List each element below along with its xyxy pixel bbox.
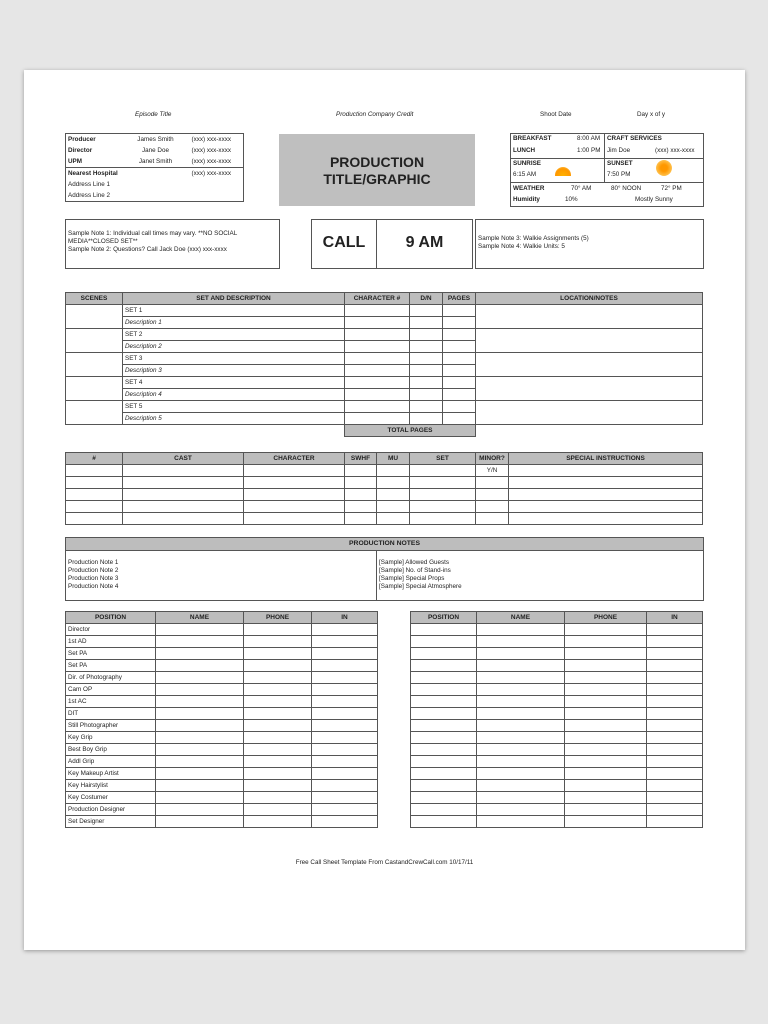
crew-position: DIT [66, 708, 156, 720]
crew-cell [647, 624, 703, 636]
header-phone: PHONE [565, 612, 647, 624]
crew-row [66, 756, 378, 768]
crew-cell [411, 696, 477, 708]
crew-cell [156, 804, 244, 816]
crew-cell [244, 792, 312, 804]
set-name: SET 2 [123, 329, 345, 341]
crew-position: 1st AD [66, 636, 156, 648]
set-description: Description 1 [123, 317, 345, 329]
contact-role: UPM [66, 156, 122, 168]
header-mu: MU [377, 453, 410, 465]
crew-position: Key Grip [66, 732, 156, 744]
sample-note: No. of Stand-ins [405, 567, 451, 574]
call-time: 9 AM [405, 234, 444, 251]
sunrise-label: SUNRISE [513, 160, 541, 167]
crew-cell [477, 636, 565, 648]
crew-row [411, 708, 703, 720]
crew-cell [477, 648, 565, 660]
call-sheet-page [24, 70, 745, 950]
crew-cell [565, 792, 647, 804]
crew-row [411, 792, 703, 804]
title-line-2: TITLE/GRAPHIC [323, 171, 431, 187]
breakfast-time: 8:00 AM [577, 135, 601, 142]
crew-cell [477, 732, 565, 744]
crew-cell [411, 756, 477, 768]
hospital-row [66, 190, 244, 202]
crew-cell [477, 768, 565, 780]
crew-table-right [410, 611, 703, 828]
header-dn: D/N [410, 293, 443, 305]
crew-cell [477, 696, 565, 708]
scene-row [66, 401, 703, 413]
crew-cell [565, 804, 647, 816]
crew-cell [312, 756, 378, 768]
scenes-table [65, 292, 703, 437]
note-line-3: Sample Note 2: Questions? Call Jack Doe (xxx) xxx-xxxx [68, 246, 227, 253]
header-position: POSITION [66, 612, 156, 624]
cast-header-row [66, 453, 703, 465]
header-set: SET [410, 453, 476, 465]
header-in: IN [312, 612, 378, 624]
hospital-row [66, 168, 244, 180]
day-of: Day x of y [637, 111, 665, 118]
contact-phone: (xxx) xxx-xxxx [190, 156, 244, 168]
crew-cell [156, 708, 244, 720]
sample-note: Allowed Guests [405, 559, 450, 566]
crew-cell [312, 708, 378, 720]
crew-cell [244, 756, 312, 768]
crew-cell [156, 756, 244, 768]
note-line-4: Sample Note 3: Walkie Assignments (5) [478, 235, 589, 242]
breakfast-label: BREAKFAST [513, 135, 552, 142]
cast-row [66, 489, 703, 501]
crew-cell [565, 660, 647, 672]
crew-row [411, 624, 703, 636]
crew-row [411, 732, 703, 744]
crew-cell [312, 780, 378, 792]
crew-cell [647, 816, 703, 828]
scene-row [66, 353, 703, 365]
crew-cell [244, 672, 312, 684]
set-name: SET 4 [123, 377, 345, 389]
crew-cell [312, 684, 378, 696]
crew-cell [647, 708, 703, 720]
production-notes-header: PRODUCTION NOTES [66, 538, 703, 551]
crew-cell [312, 744, 378, 756]
crew-cell [312, 696, 378, 708]
crew-cell [244, 684, 312, 696]
hospital-address-1: Address Line 1 [66, 179, 244, 190]
crew-row [411, 816, 703, 828]
crew-cell [312, 768, 378, 780]
crew-cell [156, 624, 244, 636]
crew-cell [477, 816, 565, 828]
sample-prefix: [Sample] [379, 567, 404, 574]
crew-cell [411, 660, 477, 672]
shoot-date: Shoot Date [540, 111, 572, 118]
crew-cell [411, 648, 477, 660]
humidity-value: 10% [565, 196, 578, 203]
crew-cell [156, 792, 244, 804]
production-note: Production Note 3 [68, 575, 119, 582]
crew-cell [647, 720, 703, 732]
weather-label: WEATHER [513, 185, 545, 192]
crew-cell [411, 816, 477, 828]
crew-row [66, 624, 378, 636]
crew-cell [565, 756, 647, 768]
crew-position: 1st AC [66, 696, 156, 708]
crew-cell [244, 636, 312, 648]
crew-cell [411, 636, 477, 648]
contact-row [66, 134, 244, 146]
crew-position: Set PA [66, 660, 156, 672]
production-note: Production Note 1 [68, 559, 119, 566]
crew-row [411, 696, 703, 708]
crew-row [411, 720, 703, 732]
sample-prefix: [Sample] [379, 575, 404, 582]
crew-cell [312, 648, 378, 660]
crew-cell [477, 756, 565, 768]
crew-row [411, 684, 703, 696]
header-name: NAME [477, 612, 565, 624]
crew-cell [156, 780, 244, 792]
crew-cell [565, 708, 647, 720]
crew-cell [647, 744, 703, 756]
crew-cell [565, 624, 647, 636]
crew-cell [647, 792, 703, 804]
cast-table [65, 452, 703, 525]
crew-row [411, 636, 703, 648]
crew-cell [565, 744, 647, 756]
crew-cell [244, 744, 312, 756]
crew-cell [312, 804, 378, 816]
crew-cell [156, 720, 244, 732]
crew-row [411, 756, 703, 768]
contact-name: Jane Doe [142, 147, 169, 154]
crew-cell [411, 732, 477, 744]
crew-cell [156, 768, 244, 780]
crew-cell [156, 648, 244, 660]
sunrise-time: 6:15 AM [513, 171, 537, 178]
crew-cell [477, 672, 565, 684]
crew-cell [565, 816, 647, 828]
crew-cell [156, 696, 244, 708]
crew-cell [565, 648, 647, 660]
sample-prefix: [Sample] [379, 583, 404, 590]
production-title-graphic [279, 134, 475, 206]
crew-cell [565, 780, 647, 792]
crew-cell [312, 732, 378, 744]
crew-position: Still Photographer [66, 720, 156, 732]
crew-cell [647, 732, 703, 744]
header-pages: PAGES [443, 293, 476, 305]
crew-cell [477, 624, 565, 636]
crew-row [411, 804, 703, 816]
crew-cell [244, 780, 312, 792]
crew-position: Director [66, 624, 156, 636]
crew-row [66, 744, 378, 756]
note-line-1: Sample Note 1: Individual call times may vary. **NO SOCIAL [68, 230, 238, 237]
crew-position: Key Hairstylist [66, 780, 156, 792]
crew-cell [411, 792, 477, 804]
lunch-time: 1:00 PM [577, 147, 601, 154]
crew-cell [477, 780, 565, 792]
crew-cell [411, 708, 477, 720]
set-description: Description 5 [123, 413, 345, 425]
crew-cell [411, 744, 477, 756]
crew-cell [244, 732, 312, 744]
crew-row [411, 660, 703, 672]
crew-row [66, 648, 378, 660]
crew-row [66, 696, 378, 708]
sunset-icon [656, 160, 672, 176]
crew-cell [312, 720, 378, 732]
crew-cell [411, 624, 477, 636]
crew-header-row [66, 612, 378, 624]
hospital-phone: (xxx) xxx-xxxx [190, 168, 244, 180]
crew-row [66, 684, 378, 696]
weather-am: 70° AM [571, 185, 592, 192]
crew-cell [156, 732, 244, 744]
crew-position: Dir. of Photography [66, 672, 156, 684]
header-name: NAME [156, 612, 244, 624]
crew-cell [411, 780, 477, 792]
crew-row [66, 816, 378, 828]
crew-cell [244, 708, 312, 720]
crew-cell [312, 672, 378, 684]
lunch-label: LUNCH [513, 147, 536, 154]
set-description: Description 2 [123, 341, 345, 353]
set-name: SET 3 [123, 353, 345, 365]
crew-cell [312, 636, 378, 648]
crew-cell [156, 684, 244, 696]
crew-position: Production Designer [66, 804, 156, 816]
crew-row [66, 720, 378, 732]
total-pages-row [66, 425, 703, 437]
crew-cell [156, 816, 244, 828]
crew-row [411, 768, 703, 780]
header-character: CHARACTER [244, 453, 345, 465]
crew-row [411, 648, 703, 660]
crew-cell [565, 720, 647, 732]
crew-cell [312, 624, 378, 636]
craft-services-name: Jim Doe [607, 147, 631, 154]
crew-position: Addl Grip [66, 756, 156, 768]
sunset-label: SUNSET [607, 160, 633, 167]
humidity-label: Humidity [513, 196, 540, 203]
contact-row [66, 156, 244, 168]
crew-cell [156, 672, 244, 684]
crew-cell [477, 684, 565, 696]
header-number: # [66, 453, 123, 465]
crew-cell [477, 744, 565, 756]
footer-credit: Free Call Sheet Template From CastandCrewCall.com 10/17/11 [295, 859, 474, 866]
cast-row [66, 513, 703, 525]
crew-row [66, 660, 378, 672]
production-note: Production Note 4 [68, 583, 119, 590]
scene-row [66, 305, 703, 317]
scene-row [66, 377, 703, 389]
crew-cell [244, 660, 312, 672]
crew-cell [477, 720, 565, 732]
crew-cell [647, 696, 703, 708]
set-description: Description 4 [123, 389, 345, 401]
sunset-time: 7:50 PM [607, 171, 631, 178]
crew-cell [156, 636, 244, 648]
crew-cell [477, 792, 565, 804]
episode-title: Episode Title [135, 111, 172, 118]
crew-cell [244, 648, 312, 660]
sample-note: Special Atmosphere [405, 583, 462, 590]
contact-row [66, 145, 244, 156]
crew-cell [411, 672, 477, 684]
crew-row [411, 672, 703, 684]
crew-row [66, 804, 378, 816]
weather-noon: 80° NOON [611, 185, 642, 192]
header-position: POSITION [411, 612, 477, 624]
crew-row [66, 768, 378, 780]
hospital-address-2: Address Line 2 [66, 190, 244, 202]
contact-phone: (xxx) xxx-xxxx [190, 134, 244, 146]
weather-pm: 72° PM [661, 185, 682, 192]
crew-row [66, 780, 378, 792]
crew-row [66, 708, 378, 720]
crew-row [66, 672, 378, 684]
contact-phone: (xxx) xxx-xxxx [190, 145, 244, 156]
crew-cell [244, 768, 312, 780]
production-note: Production Note 2 [68, 567, 119, 574]
production-company-credit: Production Company Credit [336, 111, 414, 118]
crew-cell [647, 672, 703, 684]
note-line-2: MEDIA**CLOSED SET** [68, 238, 138, 245]
crew-position: Key Makeup Artist [66, 768, 156, 780]
crew-cell [647, 780, 703, 792]
crew-header-row [411, 612, 703, 624]
crew-row [66, 732, 378, 744]
header-scenes: SCENES [66, 293, 123, 305]
crew-cell [647, 768, 703, 780]
set-name: SET 5 [123, 401, 345, 413]
crew-cell [477, 708, 565, 720]
crew-cell [565, 684, 647, 696]
header-minor: MINOR? [476, 453, 509, 465]
crew-cell [565, 672, 647, 684]
header-phone: PHONE [244, 612, 312, 624]
cast-row [66, 465, 703, 477]
header-set-description: SET AND DESCRIPTION [123, 293, 345, 305]
crew-position: Cam OP [66, 684, 156, 696]
set-description: Description 3 [123, 365, 345, 377]
craft-services-label: CRAFT SERVICES [607, 135, 662, 142]
crew-cell [647, 804, 703, 816]
cast-row [66, 501, 703, 513]
crew-cell [156, 660, 244, 672]
crew-cell [244, 624, 312, 636]
crew-cell [244, 816, 312, 828]
crew-cell [411, 804, 477, 816]
call-label: CALL [322, 234, 366, 251]
contact-role: Producer [66, 134, 122, 146]
contact-name: James Smith [122, 134, 190, 146]
crew-position: Set PA [66, 648, 156, 660]
crew-position: Set Designer [66, 816, 156, 828]
contacts-box [65, 133, 244, 202]
cast-row [66, 477, 703, 489]
meals-weather-box [510, 133, 704, 207]
crew-cell [411, 768, 477, 780]
title-line-1: PRODUCTION [329, 154, 425, 170]
contact-name: Janet Smith [122, 156, 190, 168]
crew-cell [477, 804, 565, 816]
craft-services-phone: (xxx) xxx-xxxx [655, 147, 695, 154]
crew-cell [477, 660, 565, 672]
note-line-5: Sample Note 4: Walkie Units: 5 [478, 243, 565, 250]
header-character: CHARACTER # [345, 293, 410, 305]
header-cast: CAST [123, 453, 244, 465]
crew-position: Key Costumer [66, 792, 156, 804]
crew-cell [647, 636, 703, 648]
hospital-row [66, 179, 244, 190]
notes-right-box [475, 219, 704, 269]
contact-role: Director [66, 145, 122, 156]
crew-row [411, 744, 703, 756]
header-location-notes: LOCATION/NOTES [476, 293, 703, 305]
weather-condition: Mostly Sunny [635, 196, 673, 203]
crew-cell [312, 660, 378, 672]
crew-cell [411, 720, 477, 732]
hospital-label: Nearest Hospital [66, 168, 190, 180]
scenes-header-row [66, 293, 703, 305]
header-swhf: SWHF [345, 453, 377, 465]
crew-cell [565, 696, 647, 708]
set-name: SET 1 [123, 305, 345, 317]
crew-cell [244, 696, 312, 708]
crew-cell [156, 744, 244, 756]
crew-cell [647, 648, 703, 660]
crew-row [66, 792, 378, 804]
crew-position: Best Boy Grip [66, 744, 156, 756]
crew-cell [565, 768, 647, 780]
header-in: IN [647, 612, 703, 624]
total-pages-label: TOTAL PAGES [345, 425, 476, 437]
crew-table-left [65, 611, 378, 828]
minor-hint: Y/N [476, 465, 509, 477]
production-notes-box [65, 537, 704, 601]
crew-cell [565, 636, 647, 648]
crew-cell [647, 684, 703, 696]
crew-cell [312, 816, 378, 828]
sample-note: Special Props [405, 575, 445, 582]
crew-cell [411, 684, 477, 696]
crew-row [66, 636, 378, 648]
crew-cell [565, 732, 647, 744]
crew-cell [244, 804, 312, 816]
crew-cell [312, 792, 378, 804]
sunrise-icon [555, 167, 571, 176]
scene-row [66, 329, 703, 341]
crew-cell [647, 660, 703, 672]
crew-cell [244, 720, 312, 732]
call-time-box [311, 219, 473, 269]
sample-prefix: [Sample] [379, 559, 404, 566]
crew-row [411, 780, 703, 792]
crew-cell [647, 756, 703, 768]
header-special-instructions: SPECIAL INSTRUCTIONS [509, 453, 703, 465]
notes-left-box [65, 219, 280, 269]
